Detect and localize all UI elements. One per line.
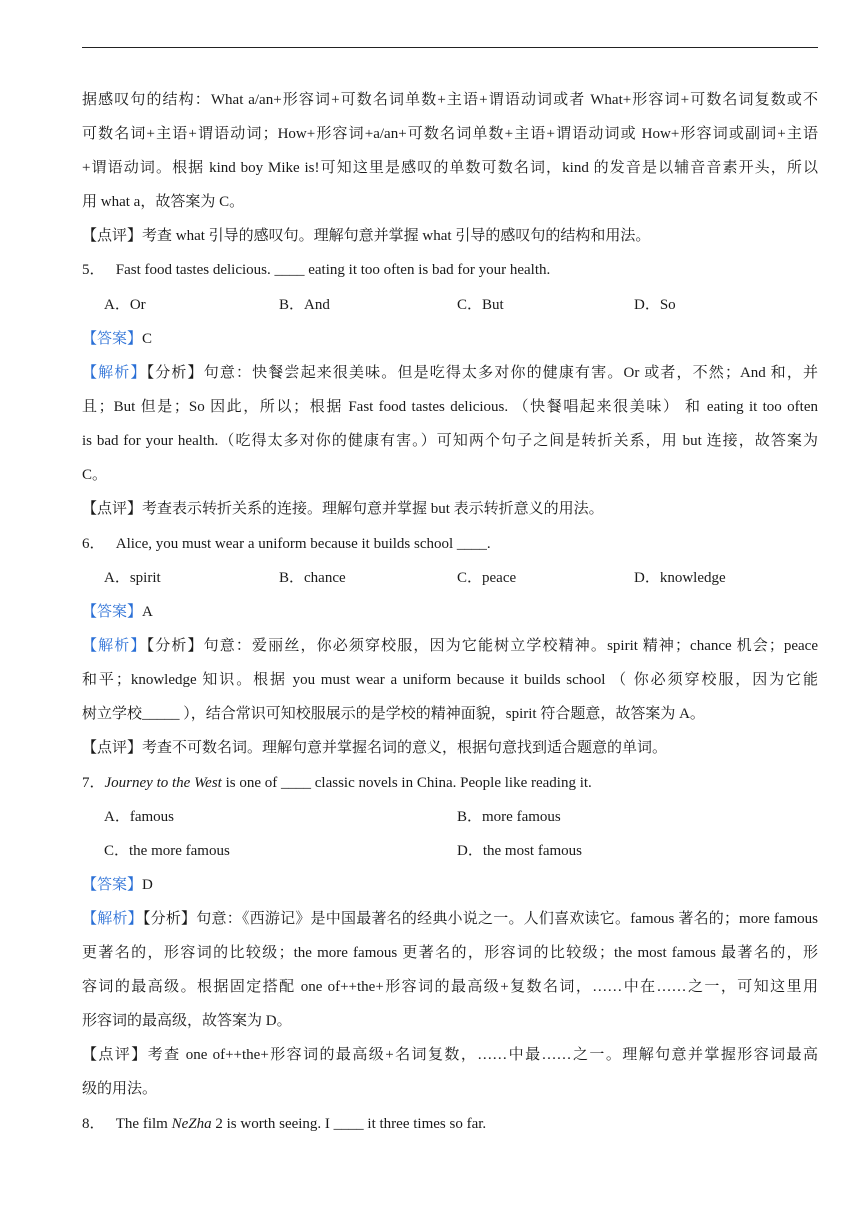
q4-analysis-line: +谓语动词。根据 kind boy Mike is!可知这里是感叹的单数可数名词，kind 的发音是以辅音音素开头，所以 [82,160,818,176]
option-c: C．peace [457,570,517,586]
answer-label: 【答案】 [82,331,143,347]
comment-row [82,499,604,519]
question-text: 2 is worth seeing. I ____ it three times so far. [211,1116,487,1132]
comment-text: 考查 one of++the+形容词的最高级+名词复数，……中最……之一。理解句意并掌握形容词最高 [147,1047,818,1063]
question-number: 7． [82,775,105,791]
comment-row [82,1045,818,1065]
question-number: 6． [82,536,105,552]
analysis-line [82,909,818,929]
question-text: is one of ____ classic novels in China. People like reading it. [221,775,592,791]
answer-value: C [142,331,153,347]
analysis-line: 更著名的，形容词的比较级；the more famous 更著名的，形容词的比较级；the most famous 最著名的，形 [82,945,818,961]
fenxi-label: 【分析】 [142,911,197,927]
option-b: B．chance [279,570,346,586]
analysis-text: 句意：爱丽丝，你必须穿校服，因为它能树立学校精神。spirit 精神；chance 机会；peace [203,638,818,654]
analysis-line: 容词的最高级。根据固定搭配 one of++the+形容词的最高级+复数名词，……中在……之一，可知这里用 [82,979,818,995]
analysis-text: 句意：《西游记》是中国最著名的经典小说之一。人们喜欢读它。famous 著名的；more famous [196,911,818,927]
question-8-stem [82,1114,486,1134]
question-6-stem [82,534,491,554]
comment-text: 考查表示转折关系的连接。理解句意并掌握 but 表示转折意义的用法。 [142,501,604,517]
option-a: A．famous [104,809,174,825]
q4-comment [82,226,650,246]
q4-analysis-line: 可数名词+主语+谓语动词；How+形容词+a/an+可数名词单数+主语+谓语动词或 How+形容词或副词+主语 [82,126,818,142]
analysis-line: 形容词的最高级，故答案为 D。 [82,1013,292,1029]
question-text: Fast food tastes delicious. ____ eating it too often is bad for your health. [115,262,551,278]
analysis-text: 句意：快餐尝起来很美味。但是吃得太多对你的健康有害。Or 或者，不然；And 和，并 [203,365,818,381]
comment-row: 级的用法。 [82,1081,158,1097]
q4-analysis-line: 据感叹句的结构：What a/an+形容词+可数名词单数+主语+谓语动词或者 What+形容词+可数名词复数或不 [82,92,818,108]
answer-row [82,602,153,622]
option-d: D．the most famous [457,843,582,859]
analysis-line: 且；But 但是；So 因此，所以；根据 Fast food tastes delicious. （快餐唱起来很美味） 和 eating it too often [82,399,818,415]
comment-label: 【点评】 [82,740,143,756]
comment-text: 考查不可数名词。理解句意并掌握名词的意义，根据句意找到适合题意的单词。 [142,740,668,756]
answer-value: A [142,604,153,620]
option-b: B．more famous [457,809,561,825]
fenxi-label: 【分析】 [146,638,204,654]
analysis-label: 【解析】 [82,365,147,381]
book-title: Journey to the West [104,775,222,791]
fenxi-label: 【分析】 [146,365,204,381]
option-a: A．spirit [104,570,161,586]
comment-text: 考查 what 引导的感叹句。理解句意并掌握 what 引导的感叹句的结构和用法。 [142,228,651,244]
analysis-line: 和平；knowledge 知识。根据 you must wear a uniform because it builds school （ 你必须穿校服，因为它能 [82,672,818,688]
comment-label: 【点评】 [82,228,143,244]
question-number: 8． [82,1116,105,1132]
film-title: NeZha [171,1116,212,1132]
analysis-line: C。 [82,467,108,483]
option-b: B．And [279,297,330,313]
option-d: D．knowledge [634,570,726,586]
analysis-label: 【解析】 [82,638,147,654]
option-c: C．the more famous [104,843,230,859]
question-text: The film [115,1116,172,1132]
analysis-label: 【解析】 [82,911,143,927]
q4-analysis-line: 用 what a，故答案为 C。 [82,194,245,210]
answer-row [82,329,152,349]
question-5-stem [82,260,550,280]
question-7-stem [82,773,592,793]
question-number: 5． [82,262,105,278]
analysis-line: 树立学校_____ ），结合常识可知校服展示的是学校的精神面貌，spirit 符合题意，故答案为 A。 [82,706,705,722]
answer-label: 【答案】 [82,877,143,893]
option-d: D．So [634,297,676,313]
answer-row [82,875,153,895]
answer-label: 【答案】 [82,604,143,620]
option-a: A．Or [104,297,146,313]
comment-label: 【点评】 [82,501,143,517]
answer-value: D [142,877,153,893]
comment-row [82,738,667,758]
analysis-line [82,636,818,656]
comment-label: 【点评】 [82,1047,148,1063]
analysis-line: is bad for your health.（吃得太多对你的健康有害。）可知两个句子之间是转折关系，用 but 连接，故答案为 [82,433,818,449]
question-text: Alice, you must wear a uniform because it builds school ____. [115,536,491,552]
option-c: C．But [457,297,504,313]
analysis-line [82,363,818,383]
header-rule [82,47,818,48]
